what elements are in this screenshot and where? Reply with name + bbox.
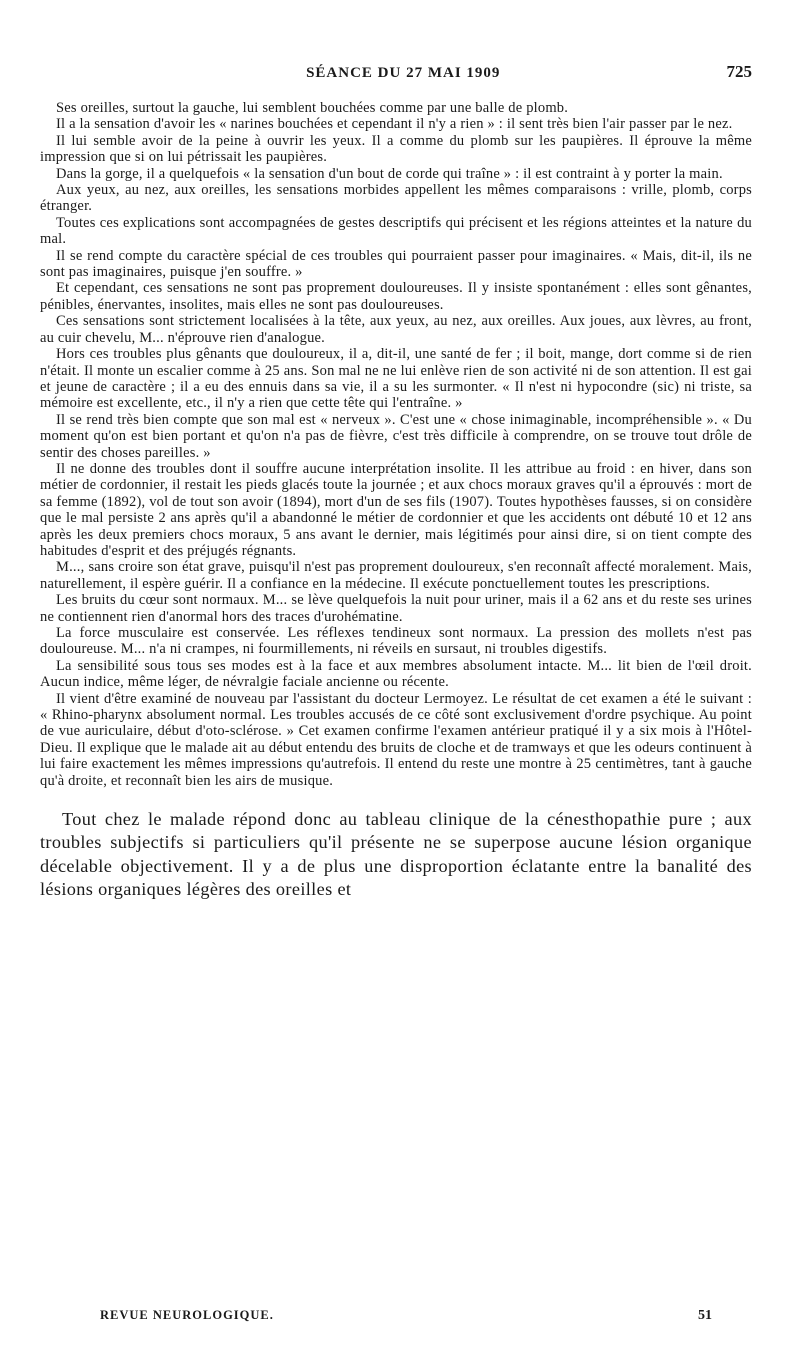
paragraph-throat: Dans la gorge, il a quelquefois « la sensation d'un bout de corde qui traîne » : il est contraint à y porter la main. bbox=[56, 165, 723, 182]
paragraph-interpretation: Il ne donne des troubles dont il souffre aucune interprétation insolite. Il les attribue au froid : en hiver, dans son métier de cordonnier, il restait les pieds glacés toute la journée ; et aux chocs moraux graves qu'il a éprouvés : mort de sa femme (1892), vol de tout son avoir (1894), mort d'un de ses fils (1907). Toutes hypothèses fausses, si on considère que le mal persiste 2 ans après qu'il a abandonné le métier de cordonnier et que les accidents ont débuté 10 et 12 ans après les deux premiers chocs moraux, 5 ans avant le dernier, mais légitimés pour ainsi dire, si on tient compte des habitudes d'esprit et des préjugés régnants. bbox=[40, 460, 752, 559]
paragraph-not-painful: Et cependant, ces sensations ne sont pas proprement douloureuses. Il y insiste spontanément : elles sont gênantes, pénibles, énervantes, insolites, mais elles ne sont pas douloureuses. bbox=[40, 280, 752, 313]
paragraph-eyelids: Il lui semble avoir de la peine à ouvrir les yeux. Il a comme du plomb sur les paupières. Il éprouve la même impression que si on lui pétrissait les paupières. bbox=[40, 132, 752, 166]
paragraph-ears: Ses oreilles, surtout la gauche, lui semblent bouchées comme par une balle de plomb. bbox=[56, 100, 569, 116]
paragraph-nervous: Il se rend très bien compte que son mal est « nerveux ». C'est une « chose inimaginable, incompréhensible ». « Du moment qu'on est bien portant et qu'on n'a pas de fièvre, c'est très difficile à comprendre, on se trouve tout drôle de sentir des choses pareilles. » bbox=[40, 411, 752, 461]
page bbox=[40, 62, 752, 902]
page-footer bbox=[100, 1308, 712, 1324]
paragraph-moral-state: M..., sans croire son état grave, puisqu'il n'est pas proprement douloureux, s'en reconnaît affecté moralement. Mais, naturellement, il espère guérir. Il a confiance en la médecine. Il exécute ponctuellement toutes les prescriptions. bbox=[40, 559, 752, 592]
paragraph-gestures: Toutes ces explications sont accompagnées de gestes descriptifs qui précisent et les régions atteintes et la nature du mal. bbox=[40, 214, 752, 248]
running-title: SÉANCE DU 27 MAI 1909 bbox=[306, 65, 501, 81]
paragraph-sensibility: La sensibilité sous tous ses modes est à la face et aux membres absolument intacte. M... lit bien de l'œil droit. Aucun indice, même léger, de névralgie faciale ancienne ou récente. bbox=[40, 657, 752, 691]
paragraph-localisation: Ces sensations sont strictement localisées à la tête, aux yeux, au nez, aux oreilles. Aux joues, aux lèvres, au front, au cuir chevelu, M... n'éprouve rien d'analogue. bbox=[40, 313, 752, 346]
journal-name: REVUE NEUROLOGIQUE. bbox=[100, 1308, 274, 1322]
running-header bbox=[40, 62, 752, 88]
page-number: 725 bbox=[726, 62, 752, 81]
paragraph-nostrils: Il a la sensation d'avoir les « narines bouchées et cependant il n'y a rien » : il sent très bien l'air passer par le nez. bbox=[56, 116, 733, 133]
signature-mark: 51 bbox=[698, 1308, 712, 1323]
paragraph-muscles: La force musculaire est conservée. Les réflexes tendineux sont normaux. La pression des mollets n'est pas douloureuse. M... n'a ni crampes, ni fourmillements, ni réveils en sursaut, ni troubles digestifs. bbox=[40, 625, 752, 658]
paragraph-imaginary: Il se rend compte du caractère spécial de ces troubles qui pourraient passer pour imaginaires. « Mais, dit-il, ils ne sont pas imaginaires, puisque j'en souffre. » bbox=[40, 247, 752, 281]
paragraph-examination: Il vient d'être examiné de nouveau par l'assistant du docteur Lermoyez. Le résultat de cet examen a été le suivant : « Rhino-pharynx absolument normal. Les troubles accusés de ce côté sont exclusivement d'ordre psychique. Au point de vue auriculaire, début d'oto-sclérose. » Cet examen confirme l'examen antérieur pratiqué il y a six mois à l'Hôtel-Dieu. Il explique que le malade ait au début entendu des bruits de cloche et de tramways et que les odeurs continuent à lui faire exactement les mêmes impressions qu'autrefois. Il entend du reste une montre à 25 centimètres, tant à gauche qu'à droite, et reconnaît bien les airs de musique. bbox=[40, 690, 752, 789]
paragraph-health: Hors ces troubles plus gênants que douloureux, il a, dit-il, une santé de fer ; il boit, mange, dort comme si de rien n'était. Il monte un escalier comme à 25 ans. Son mal ne ne lui enlève rien de son activité ni de son attention. Il est gai et jeune de caractère ; il a eu des ennuis dans sa vie, il a su les surmonter. « Il n'est ni hypocondre (sic) ni triste, sa mémoire est excellente, etc., il n'y a rien que cette tête qui l'entraîne. » bbox=[40, 346, 752, 412]
paragraph-conclusion: Tout chez le malade répond donc au tableau clinique de la cénesthopathie pure ; aux troubles subjectifs si particuliers qu'il présente ne se superpose aucune lésion organique décelable objectivement. Il y a de plus une disproportion éclatante entre la banalité des lésions organiques légères des oreilles et bbox=[40, 809, 752, 900]
conclusion-text bbox=[40, 808, 752, 902]
paragraph-comparisons: Aux yeux, au nez, aux oreilles, les sensations morbides appellent les mêmes comparaisons : vrille, plomb, corps étranger. bbox=[40, 182, 752, 215]
paragraph-heart: Les bruits du cœur sont normaux. M... se lève quelquefois la nuit pour uriner, mais il a 62 ans et du reste ses urines ne contiennent rien d'anormal hors des traces d'urohématine. bbox=[40, 592, 752, 625]
case-observation-text bbox=[40, 100, 752, 789]
